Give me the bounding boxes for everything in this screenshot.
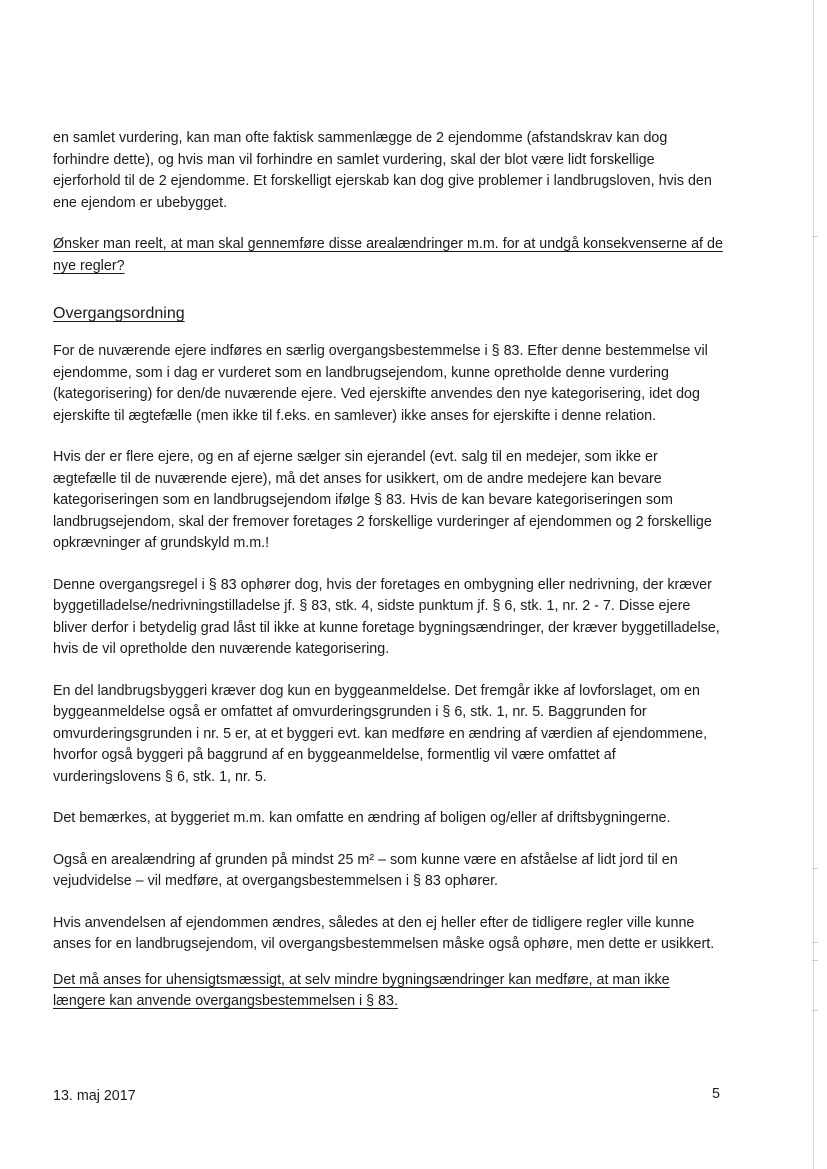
scan-edge-tick — [812, 236, 818, 237]
paragraph-area-change: Også en arealændring af grunden på mindst 25 m² – som kunne være en afståelse af lidt jord til en vejudvidelse – vil medføre, at overgangsbestemmelsen i § 83 ophører. — [53, 851, 678, 889]
paragraph-transition-rule: For de nuværende ejere indføres en særlig overgangsbestemmelse i § 83. Efter denne bestemmelse vil ejendomme, som i dag er vurderet som en landbrugsejendom, kunne opretholde denne vurdering (kategorisering) for den/de nuværende ejere. Ved ejerskifte anvendes den nye kategorisering, idet dog ejerskifte til ægtefælle (men ikke til f.eks. en samlever) ikke anses for ejerskifte i denne relation. — [53, 343, 708, 424]
paragraph-intro-continuation: en samlet vurdering, kan man ofte faktisk sammenlægge de 2 ejendomme (afstandskrav kan dog forhindre dette), og hvis man vil forhindre en samlet vurdering, skal der blot være lidt forskellige ejerforhold til de 2 ejendomme. Et forskelligt ejerskab kan dog give problemer i landbrugsloven, hvis den ene ejendom er ubebygget. — [53, 130, 712, 211]
paragraph-use-change: Hvis anvendelsen af ejendommen ændres, således at den ej heller efter de tidligere regler ville kunne anses for en landbrugsejendom, vil overgangsbestemmelsen måske også ophøre, men dette er usikkert. — [53, 914, 715, 952]
page-number: 5 — [712, 1086, 720, 1102]
scan-edge-tick — [812, 1010, 818, 1011]
scan-edge-tick — [812, 960, 818, 961]
paragraph-conclusion: Det må anses for uhensigtsmæssigt, at selv mindre bygningsændringer kan medføre, at man ikke længere kan anvende overgangsbestemmelsen i § 83. — [53, 971, 670, 1009]
paragraph-building-notification: En del landbrugsbyggeri kræver dog kun en byggeanmeldelse. Det fremgår ikke af lovforslaget, om en byggeanmeldelse også er omfattet af omvurderingsgrunden i § 6, stk. 1, nr. 5. Baggrunden for omvurderingsgrunden i nr. 5 er, at et byggeri evt. kan medføre en ændring af værdien af ejendommene, hvorfor også byggeri på baggrund af en byggeanmeldelse, formentlig vil være omfattet af vurderingslovens § 6, stk. 1, nr. 5. — [53, 682, 708, 785]
scan-edge-tick — [812, 868, 818, 869]
document-body — [53, 128, 725, 1013]
paragraph-rule-termination: Denne overgangsregel i § 83 ophører dog, hvis der foretages en ombygning eller nedrivning, der kræver byggetilladelse/nedrivningstilladelse jf. § 83, stk. 4, sidste punktum jf. § 6, stk. 1, nr. 2 - 7. Disse ejere bliver derfor i betydelig grad låst til ikke at kunne foretage bygningsændringer, der kræver byggetilladelse, hvis de vil opretholde den nuværende kategorisering. — [53, 576, 720, 657]
paragraph-multiple-owners: Hvis der er flere ejere, og en af ejerne sælger sin ejerandel (evt. salg til en medejer, som ikke er ægtefælle til de nuværende ejere), må det anses for usikkert, om de andre medejere kan bevare kategoriseringen som en landbrugsejendom ifølge § 83. Hvis de kan bevare kategoriseringen som landbrugsejendom, skal der fremover foretages 2 forskellige vurderinger af ejendommen og 2 forskellige opkrævninger af grundskyld m.m.! — [53, 449, 712, 551]
paragraph-question: Ønsker man reelt, at man skal gennemføre disse arealændringer m.m. for at undgå konsekvenserne af de nye regler? — [53, 236, 723, 274]
footer-date: 13. maj 2017 — [53, 1088, 136, 1104]
paragraph-note-buildings: Det bemærkes, at byggeriet m.m. kan omfatte en ændring af boligen og/eller af driftsbygningerne. — [53, 810, 671, 826]
section-heading: Overgangsordning — [53, 305, 185, 322]
scan-edge-line — [813, 0, 814, 1169]
scan-edge-tick — [812, 942, 818, 943]
